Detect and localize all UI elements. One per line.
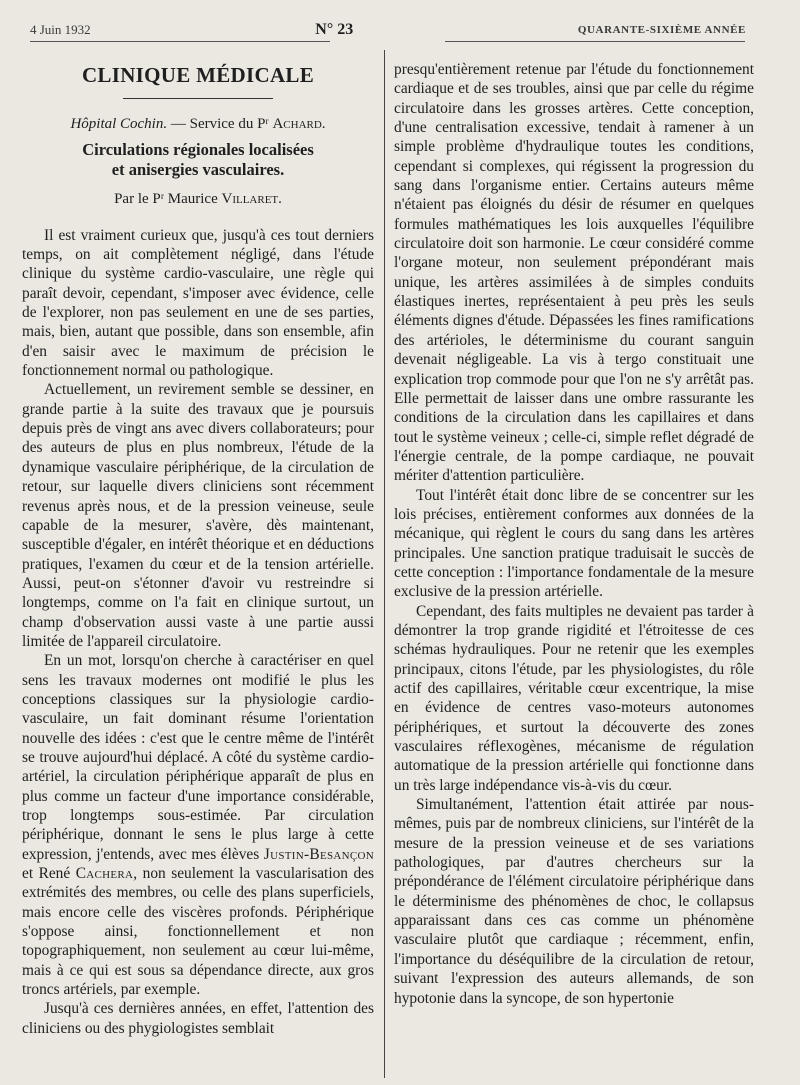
- byline-author: Villaret: [221, 191, 279, 208]
- byline: [22, 190, 374, 209]
- issue-number: N° 23: [315, 21, 354, 38]
- paragraph: Simultanément, l'attention était attirée par nous-mêmes, puis par de nombreux cliniciens, sur l'intérêt de la mesure de la pression veineuse et de ses variations pathologiques, par d'autres chercheurs sur la prépondérance de l'élément circulatoire périphérique dans le déterminisme des phénomènes de choc, le collapsus apparaissant dans ces cas comme un phénomène vasculaire plutôt que cardiaque ; récemment, enfin, l'importance du déséquilibre de la circulation de retour, suivant l'expression des auteurs allemands, de son hypotonie dans la syncope, de son hypertonie: [394, 796, 754, 1007]
- hospital-line: [22, 115, 374, 134]
- hospital-end: .: [321, 116, 326, 132]
- byline-prefix: Par le Pʳ Maurice: [114, 191, 222, 208]
- article-title-line1: Circulations régionales localisées: [82, 140, 314, 160]
- paragraph: Il est vraiment curieux que, jusqu'à ces tout derniers temps, on ait complètement négligé, dans l'étude clinique du système cardio-vasculaire, une règle qui paraît devoir, cependant, s'imposer avec évidence, celle de l'explorer, non pas seulement en une de ses parties, mais, bien, autant que possible, dans son ensemble, afin d'en saisir avec le maximum de précision le fonctionnement normal ou pathologique.: [22, 226, 374, 380]
- hospital-service: — Service du Pʳ: [167, 116, 273, 132]
- article-title-line2: et anisergies vasculaires.: [111, 160, 285, 180]
- paragraph: Tout l'intérêt était donc libre de se concentrer sur les lois précises, entièrement conformes aux données de la mécanique, qui règlent le cours du sang dans les artères principales. Une sanction pratique traduisait le succès de cette conception : l'importance fondamentale de la mesure exclusive de la pression artérielle.: [394, 486, 754, 601]
- student-name: Cachera: [75, 865, 134, 883]
- paragraph-text: et René: [22, 865, 76, 883]
- column-divider: [384, 50, 385, 1078]
- header-rule-left: [30, 41, 330, 42]
- paragraph: Cependant, des faits multiples ne devaient pas tarder à démontrer la trop grande rigidité et l'étroitesse de ces schémas hydrauliques. Pour ne retenir que les exemples principaux, citons l'étude, par les physiologistes, du rôle actif des capillaires, véritable cœur excentrique, la mise en évidence de centres vaso-moteurs autonomes périphériques, et surtout la découverte des zones vasculaires réflexogènes, mécanisme de régulation automatique de la pression artérielle qui fonctionne dans un très large indépendance vis-à-vis du cœur.: [394, 602, 754, 794]
- student-name: Justin-Besançon: [263, 845, 374, 863]
- issue-date: 4 Juin 1932: [30, 22, 91, 37]
- paragraph-text: En un mot, lorsqu'on cherche à caractériser en quel sens les travaux modernes ont modifié le plus les conceptions classiques sur la physiologie cardio-vasculaire, un fait dominant résume l'orientation nouvelle des idées : c'est que le centre même de l'intérêt se trouve aujourd'hui déplacé. A côté du système cardio-artériel, la circulation périphérique apparaît de plus en plus comme un facteur d'une importance considérable, trop longtemps sous-estimée. Par circulation périphérique, donnant le sens le plus large à cette expression, j'entends, avec mes élèves: [22, 652, 374, 863]
- hospital-name: Hôpital Cochin.: [70, 116, 168, 132]
- paragraph: Jusqu'à ces dernières années, en effet, l'attention des cliniciens ou des phygiologistes semblait: [22, 1000, 374, 1037]
- paragraph: [22, 651, 374, 999]
- paragraph-text: , non seulement la vascularisation des extrémités des membres, ou celle des plans superficiels, mais encore celle des viscères profonds. Périphérique s'oppose ainsi, fonctionnellement et non topographiquement, non seulement au cœur lui-même, mais à ce qui est sous sa dépendance directe, aux gros troncs artériels, par exemple.: [22, 865, 374, 999]
- section-title: CLINIQUE MÉDICALE: [81, 63, 315, 87]
- paragraph: presqu'entièrement retenue par l'étude du fonctionnement cardiaque et de ses troubles, ainsi que par celle du régime circulatoire dans les grosses artères. Cette conception, d'une centralisation excessive, tendait à ramener à un simple problème d'hydraulique toutes les conditions, cependant si complexes, qui régissent la progression du sang dans l'organisme entier. Certains auteurs même n'étaient pas éloignés du désir de résumer en quelques formules mathématiques les lois auxquelles l'équilibre circulatoire doit son harmonie. Le cœur considéré comme l'organe moteur, non seulement prépondérant mais unique, les artères assimilées à de simples conduits élastiques inertes, représentaient à peu près les seuls éléments dignes d'étude. Dépassées les fines ramifications des artérioles, le déterminisme du courant sanguin devenait négligeable. La vis à tergo constituait une explication trop commode pour que l'on ne s'y arrêtât pas. Elle permettait de laisser dans une ombre rassurante les conditions de la circulation dans les capillaires et dans tout le système veineux ; celle-ci, simple reflet dégradé de l'énergie centrale, de la pompe cardiaque, ne pouvait mériter d'attention particulière.: [394, 61, 754, 485]
- section-title-rule: [123, 98, 273, 99]
- byline-end: .: [278, 191, 282, 208]
- service-chief: Achard: [272, 116, 322, 132]
- right-column: [394, 60, 754, 1080]
- page-header: [30, 18, 746, 42]
- left-column: [22, 62, 374, 1082]
- header-rule-right: [445, 41, 745, 42]
- paragraph: Actuellement, un revirement semble se dessiner, en grande partie à la suite des travaux que je poursuis depuis près de vingt ans avec divers collaborateurs; pour des auteurs de plus en plus nombreux, l'étude de la dynamique vasculaire périphérique, de la circulation de retour, sur laquelle divers cliniciens sont récemment revenus après nous, et de la pression veineuse, seule capable de la mesurer, s'avère, dès maintenant, susceptible d'égaler, en intérêt théorique et en déductions pratiques, l'examen du cœur et de la tension artérielle. Aussi, peut-on s'étonner d'avoir vu restreindre si longtemps, comme on l'a fait en clinique surtout, un champ d'observation aussi vaste à une partie aussi limitée de l'appareil circulatoire.: [22, 381, 374, 650]
- article-title: [22, 140, 374, 180]
- publication-year: QUARANTE-SIXIÈME ANNÉE: [577, 24, 746, 36]
